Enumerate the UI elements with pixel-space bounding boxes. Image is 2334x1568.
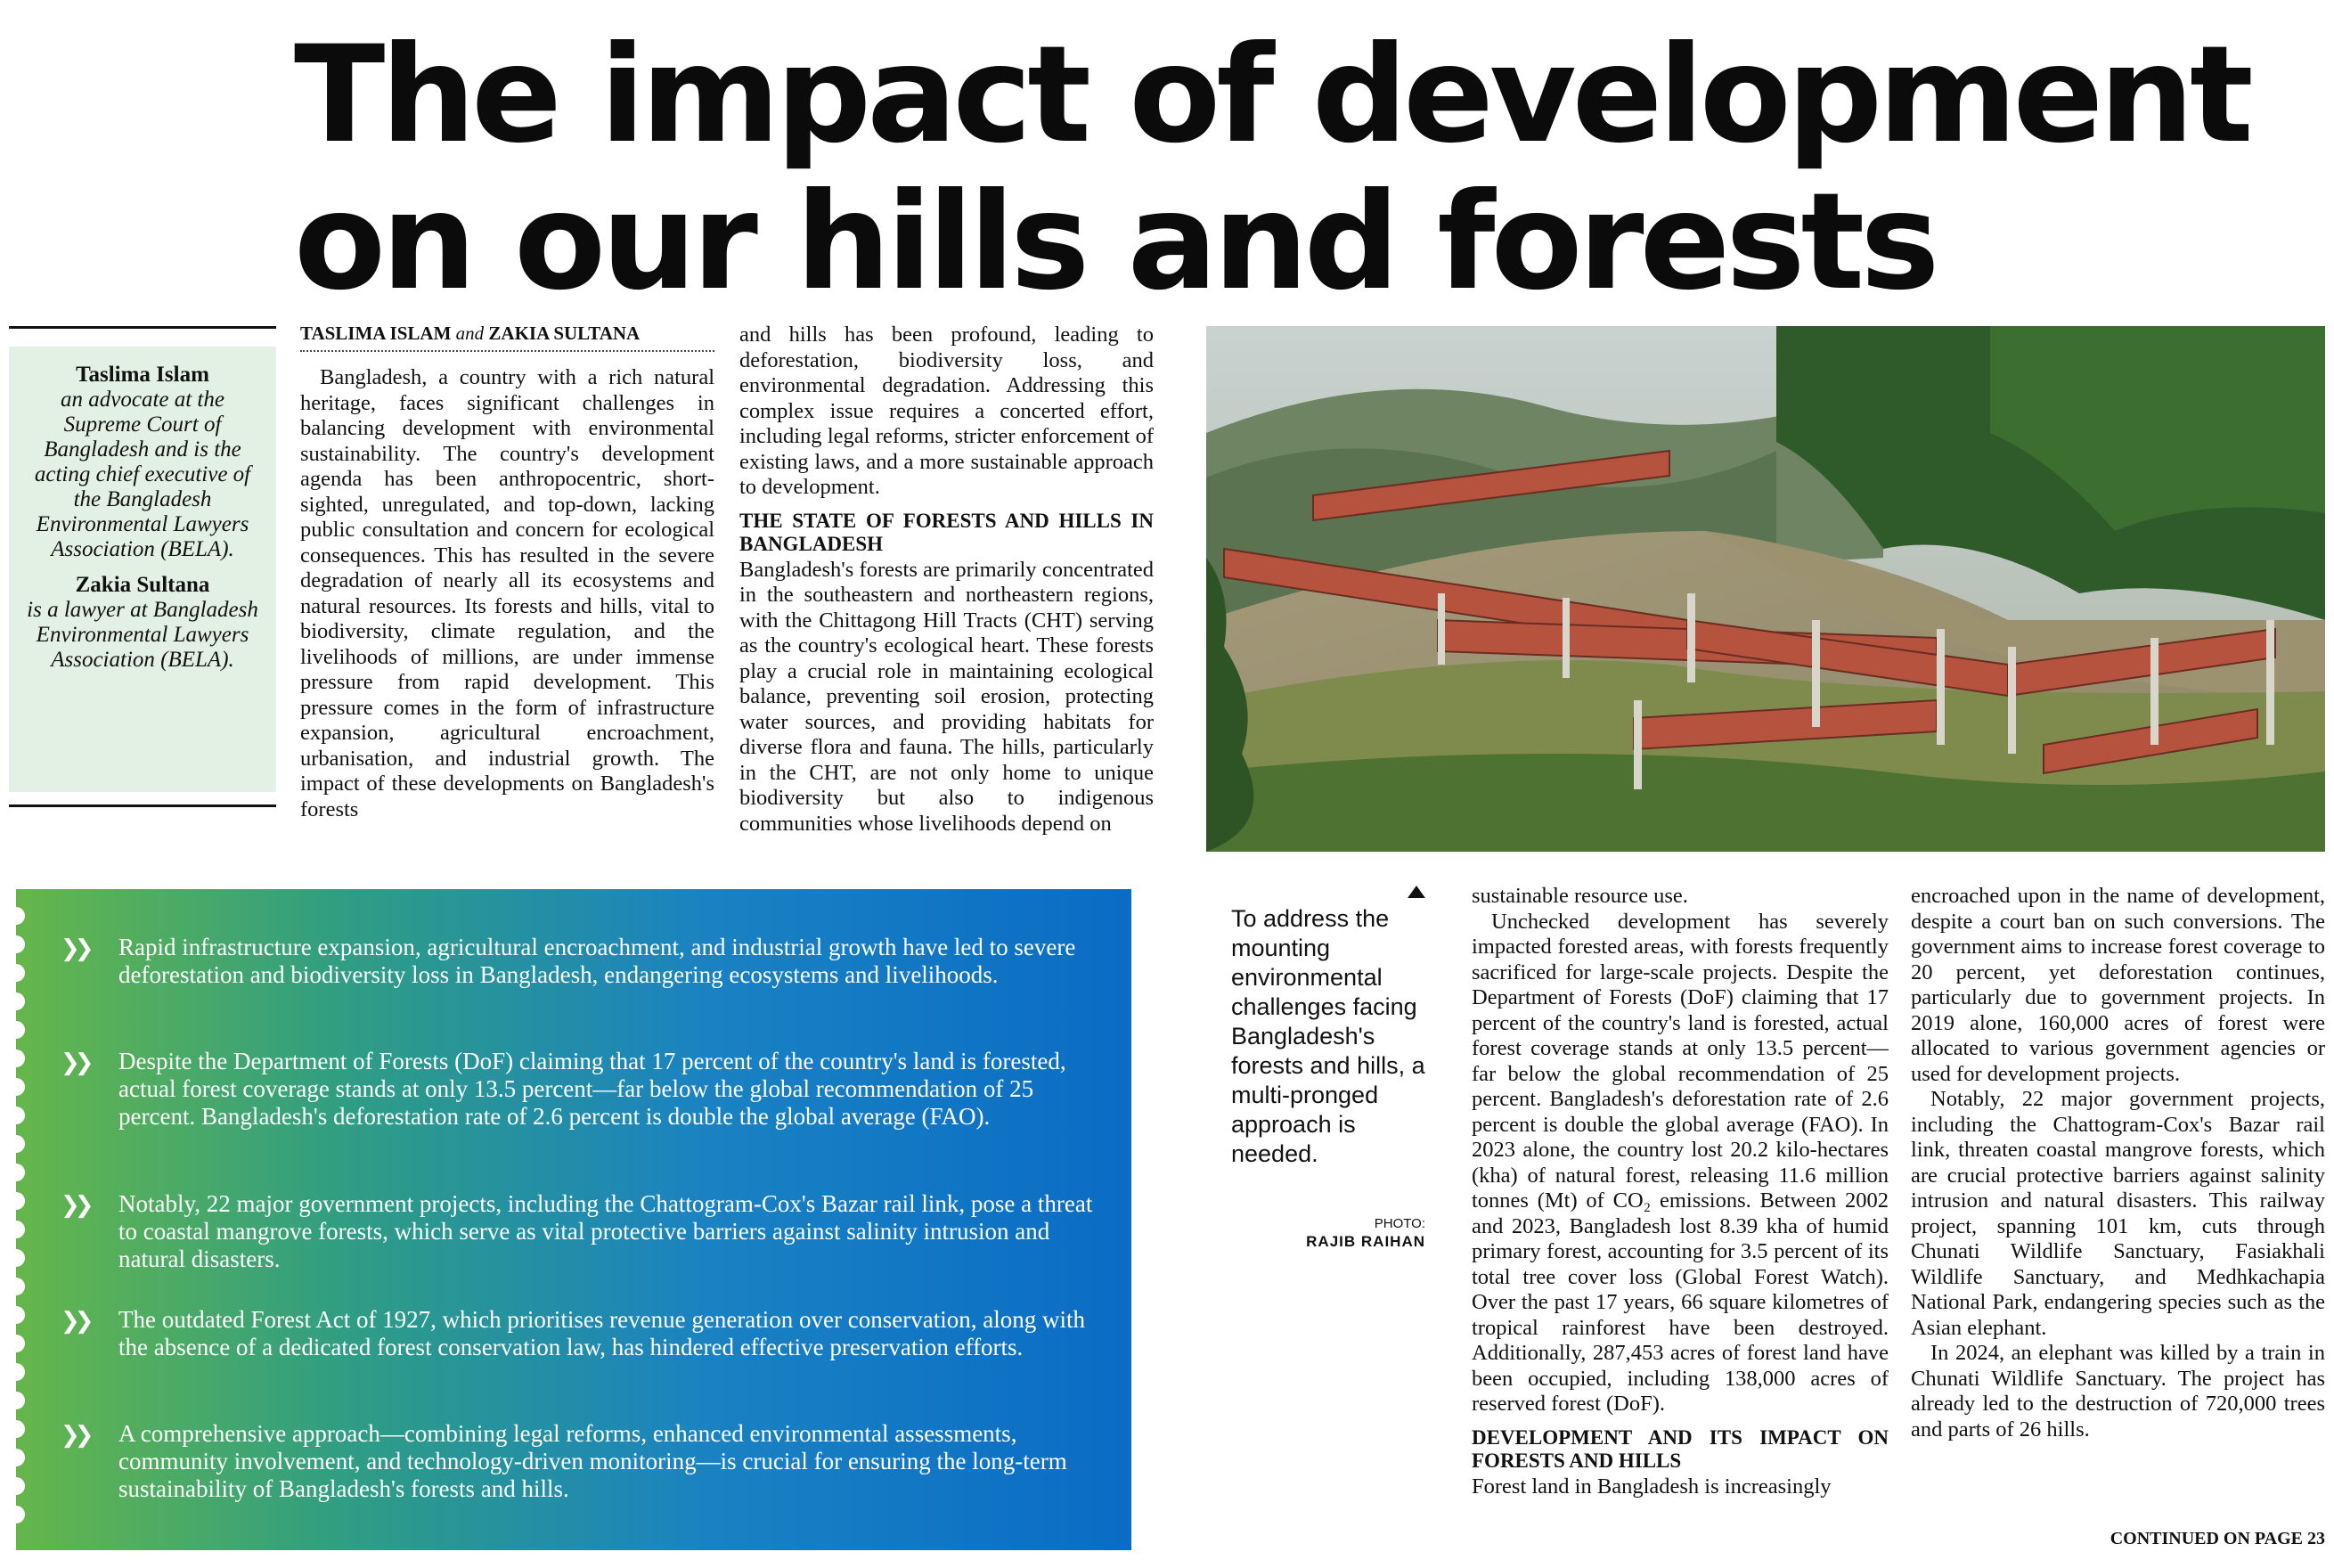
author-info-box [9, 326, 276, 807]
key-points-box [16, 889, 1131, 1550]
article-paragraph: and hills has been profound, leading to deforestation, biodiversity loss, and environmental degradation. Addressing this complex issue requires a concerted effort, including legal reforms, stricter enforcement of existing laws, and a more sustainable approach to development. [739, 323, 1154, 499]
hillside-illustration [1206, 326, 2325, 852]
key-point-text: Rapid infrastructure expansion, agricultural encroachment, and industrial growth have led to severe deforestation and biodiversity loss in Bangladesh, endangering ecosystems and livelihoods. [118, 934, 1076, 988]
article-paragraph: In 2024, an elephant was killed by a train in Chunati Wildlife Sanctuary. The project has already led to the destruction of 720,000 trees and parts of 26 hills. [1911, 1341, 2325, 1441]
notebook-hole [7, 1135, 25, 1153]
notebook-hole [7, 1306, 25, 1324]
photo-label: PHOTO: [1374, 1216, 1425, 1231]
byline-author-1: TASLIMA ISLAM [300, 323, 452, 344]
byline-author-2: ZAKIA SULTANA [488, 323, 641, 344]
notebook-holes [7, 907, 25, 1531]
double-chevron-icon: ❯❯ [61, 1422, 89, 1449]
notebook-hole [7, 1078, 25, 1096]
pull-quote: To address the mounting environmental challenges facing Bangladesh's forests and hills, a multi-pronged approach is needed. [1231, 905, 1425, 1167]
notebook-hole [7, 1021, 25, 1039]
article-paragraph: Bangladesh's forests are primarily concentrated in the southeastern and northeastern regions, with the Chittagong Hill Tracts (CHT) serving as the country's ecological heart. These forests play a crucial role in maintaining ecological balance, preventing soil erosion, protecting water sources, and providing habitats for diverse flora and fauna. The hills, particularly in the CHT, are not only home to unique biodiversity but also to indigenous communities whose livelihoods depend on [739, 557, 1154, 836]
byline [300, 323, 714, 352]
article-paragraph: Unchecked development has severely impacted forested areas, with forests frequently sacrificed for large-scale projects. Despite the Department of Forests (DoF) claiming that 17 percent of the country's land is forested, actual forest coverage stands at only 13.5 percent—far below the global recommendation of 25 percent. Bangladesh's deforestation rate of 2.6 percent is double the global average (FAO). In 2023 alone, the country lost 20.2 kilo-hectares (kha) of natural forest, releasing 11.6 million tonnes (Mt) of CO₂ emissions. Between 2002 and 2023, Bangladesh lost 8.39 kha of humid primary forest, accounting for 3.5 percent of its total tree cover loss (Global Forest Watch). Over the past 17 years, 66 square kilometres of tropical rainforest have been destroyed. Additionally, 287,453 acres of forest land have been occupied, including 138,000 acres of reserved forest (DoF). [1472, 909, 1889, 1416]
author-name-2: Zakia Sultana [75, 573, 210, 597]
article-column-2 [739, 323, 1154, 857]
notebook-hole [7, 1249, 25, 1267]
article-paragraph: sustainable resource use. [1472, 884, 1688, 908]
continued-notice: CONTINUED ON PAGE 23 [2110, 1529, 2325, 1548]
article-paragraph: Forest land in Bangladesh is increasingly [1472, 1474, 1832, 1499]
article-column-1 [300, 365, 714, 860]
notebook-hole [7, 1420, 25, 1438]
key-point-item [61, 934, 1103, 989]
article-paragraph: encroached upon in the name of development, despite a court ban on such conversions. The government aims to increase forest coverage to 20 percent, yet deforestation continues, particularly due to government projects. In 2019 alone, 160,000 acres of forest were allocated to various government agencies or used for development projects. [1911, 884, 2325, 1086]
notebook-hole [7, 1477, 25, 1495]
article-paragraph: Bangladesh, a country with a rich natural heritage, faces significant challenges in balancing development with environmental sustainability. The country's development agenda has been anthropocentric, short-sighted, unregulated, and top-down, lacking public consultation and concern for ecological consequences. This has resulted in the severe degradation of nearly all its ecosystems and natural resources. Its forests and hills, vital to biodiversity, climate regulation, and the livelihoods of millions, are under immense pressure from rapid development. This pressure comes in the form of infrastructure expansion, agricultural encroachment, urbanisation, and industrial growth. The impact of these developments on Bangladesh's forests [300, 365, 714, 821]
hillside-photo [1206, 326, 2325, 852]
caption-arrow-icon [1408, 886, 1425, 898]
notebook-hole [7, 1278, 25, 1295]
double-chevron-icon: ❯❯ [61, 1049, 89, 1076]
notebook-hole [7, 1392, 25, 1409]
section-heading: DEVELOPMENT AND ITS IMPACT ON FORESTS AND HILLS [1472, 1425, 1889, 1472]
headline: The impact of development on our hills and forests [294, 18, 2249, 320]
article-column-3 [1472, 884, 1889, 1554]
notebook-hole [7, 1449, 25, 1466]
article-column-4 [1911, 884, 2325, 1512]
notebook-hole [7, 1335, 25, 1352]
article-paragraph: Notably, 22 major government projects, including the Chattogram-Cox's Bazar rail link, threaten coastal mangrove forests, which are crucial protective barriers against salinity intrusion and natural disasters. This railway project, spanning 101 km, cuts through Chunati Wildlife Sanctuary, Fasiakhali Wildlife Sanctuary, and Medhkachapia National Park, endangering species such as the Asian elephant. [1911, 1087, 2325, 1340]
notebook-hole [7, 1164, 25, 1181]
notebook-hole [7, 907, 25, 925]
author-info-panel [9, 347, 276, 792]
notebook-hole [7, 1363, 25, 1381]
photo-credit: RAJIB RAIHAN [1306, 1233, 1425, 1250]
key-point-text: A comprehensive approach—combining legal reforms, enhanced environmental assessments, community involvement, and technology-driven monitoring—is crucial for ensuring the long-term sustainability of Bangladesh's forests and hills. [118, 1420, 1067, 1502]
notebook-hole [7, 1506, 25, 1523]
byline-conjunction: and [455, 323, 485, 344]
notebook-hole [7, 935, 25, 953]
notebook-hole [7, 1049, 25, 1067]
key-point-item [61, 1048, 1103, 1131]
notebook-hole [7, 964, 25, 982]
author-desc-1: an advocate at the Supreme Court of Bangladesh and is the acting chief executive of the Bangladesh Environmental Lawyers Association (BELA). [34, 388, 251, 561]
key-point-item [61, 1420, 1103, 1503]
notebook-hole [7, 1192, 25, 1210]
key-point-text: The outdated Forest Act of 1927, which prioritises revenue generation over conservation, along with the absence of a dedicated forest conservation law, has hindered effective preservation efforts. [118, 1306, 1085, 1360]
notebook-hole [7, 992, 25, 1010]
double-chevron-icon: ❯❯ [61, 1308, 89, 1335]
notebook-hole [7, 1221, 25, 1238]
key-point-text: Despite the Department of Forests (DoF) claiming that 17 percent of the country's land is forested, actual forest coverage stands at only 13.5 percent—far below the global recommendation of 25 percent. Bangladesh's deforestation rate of 2.6 percent is double the global average (FAO). [118, 1048, 1066, 1130]
key-point-item [61, 1306, 1103, 1361]
author-name-1: Taslima Islam [76, 363, 209, 387]
key-point-item [61, 1190, 1103, 1273]
double-chevron-icon: ❯❯ [61, 1192, 89, 1219]
double-chevron-icon: ❯❯ [61, 935, 89, 962]
author-desc-2: is a lawyer at Bangladesh Environmental Lawyers Association (BELA). [27, 598, 258, 672]
key-point-text: Notably, 22 major government projects, including the Chattogram-Cox's Bazar rail link, pose a threat to coastal mangrove forests, which serve as vital protective barriers against salinity intrusion and natural disasters. [118, 1190, 1093, 1272]
notebook-hole [7, 1107, 25, 1124]
section-heading: THE STATE OF FORESTS AND HILLS IN BANGLADESH [739, 509, 1154, 555]
